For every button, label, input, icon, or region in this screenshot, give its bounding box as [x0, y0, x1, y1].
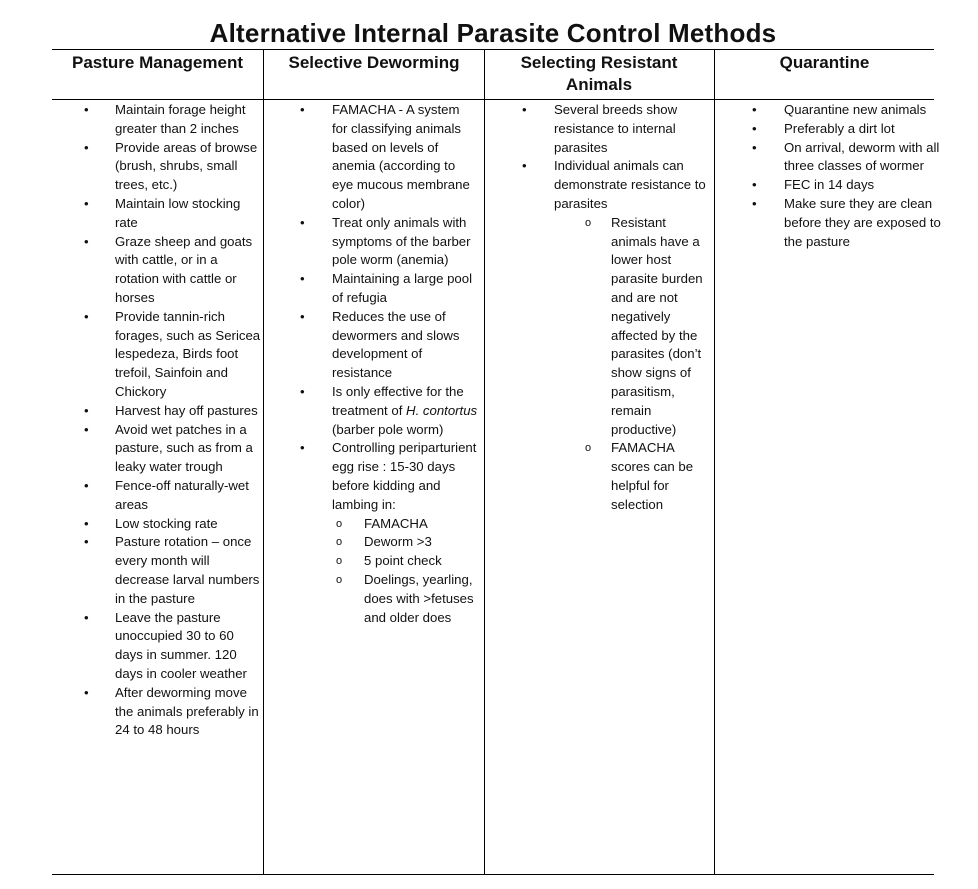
header-pasture-management: Pasture Management	[72, 53, 243, 72]
pasture-management-list	[84, 101, 262, 740]
effective-text-end: (barber pole worm)	[332, 421, 444, 437]
column-divider-2	[484, 49, 485, 874]
list-item: • Avoid wet patches in a pasture, such as from a leaky water trough	[84, 421, 262, 477]
table-top-border	[52, 49, 934, 50]
header-selective-deworming: Selective Deworming	[288, 53, 460, 72]
sub-list-item: o Doelings, yearling, does with >fetuses and older does	[332, 571, 478, 627]
list-item: • Maintaining a large pool of refugia	[300, 270, 478, 308]
list-item: • Graze sheep and goats with cattle, or in a rotation with cattle or horses	[84, 233, 262, 308]
species-name: H. contortus	[406, 402, 478, 418]
column-divider-1	[263, 49, 264, 874]
list-item: • FEC in 14 days	[752, 176, 942, 195]
list-item: • Maintain forage height greater than 2 inches	[84, 101, 262, 139]
header-selecting-resistant-animals: Selecting Resistant Animals	[520, 53, 678, 94]
effective-text: Is only effective for the treatment of	[332, 383, 464, 418]
column-divider-3	[714, 49, 715, 874]
controlling-sub-list	[332, 515, 478, 628]
list-item: • Treat only animals with symptoms of the barber pole worm (anemia)	[300, 214, 478, 270]
list-item: • After deworming move the animals preferably in 24 to 48 hours	[84, 684, 262, 740]
list-item: • Provide tannin-rich forages, such as Sericea lespedeza, Birds foot trefoil, Sainfoin and Chickory	[84, 308, 262, 402]
resistant-animals-list	[522, 101, 708, 214]
list-item: • Harvest hay off pastures	[84, 402, 262, 421]
list-item: • Preferably a dirt lot	[752, 120, 942, 139]
list-item: • Pasture rotation – once every month will decrease larval numbers in the pasture	[84, 533, 262, 608]
header-bottom-border	[52, 99, 934, 100]
selective-deworming-list	[300, 101, 478, 515]
quarantine-list	[752, 101, 942, 251]
quarantine-column	[752, 101, 942, 251]
list-item: • Maintain low stocking rate	[84, 195, 262, 233]
list-item	[300, 383, 478, 439]
sub-list-item: o FAMACHA	[332, 515, 478, 534]
list-item: • Controlling periparturient egg rise : 15-30 days before kidding and lambing in:	[300, 439, 478, 514]
selective-deworming-column	[300, 101, 478, 627]
resistant-sub-list	[581, 214, 708, 515]
sub-list-item: o Deworm >3	[332, 533, 478, 552]
list-item: • Several breeds show resistance to internal parasites	[522, 101, 708, 157]
list-item: • Quarantine new animals	[752, 101, 942, 120]
list-item: • Fence-off naturally-wet areas	[84, 477, 262, 515]
table-bottom-border	[52, 874, 934, 875]
sub-list-item: o Resistant animals have a lower host parasite burden and are not negatively affected by the parasites (don’t show signs of parasitism, remain productive)	[581, 214, 708, 440]
sub-list-item: o 5 point check	[332, 552, 478, 571]
document-title: Alternative Internal Parasite Control Methods	[209, 18, 777, 48]
list-item: • Make sure they are clean before they are exposed to the pasture	[752, 195, 942, 251]
pasture-management-column	[84, 101, 262, 740]
list-item: • Low stocking rate	[84, 515, 262, 534]
list-item: • FAMACHA - A system for classifying animals based on levels of anemia (according to eye mucous membrane color)	[300, 101, 478, 214]
list-item: • Reduces the use of dewormers and slows development of resistance	[300, 308, 478, 383]
list-item: • On arrival, deworm with all three classes of wormer	[752, 139, 942, 177]
list-item: • Individual animals can demonstrate resistance to parasites	[522, 157, 708, 213]
sub-list-item: o FAMACHA scores can be helpful for selection	[581, 439, 708, 514]
list-item: • Leave the pasture unoccupied 30 to 60 days in summer. 120 days in cooler weather	[84, 609, 262, 684]
list-item: • Provide areas of browse (brush, shrubs, small trees, etc.)	[84, 139, 262, 195]
selecting-resistant-animals-column	[522, 101, 708, 515]
header-quarantine: Quarantine	[779, 53, 870, 72]
